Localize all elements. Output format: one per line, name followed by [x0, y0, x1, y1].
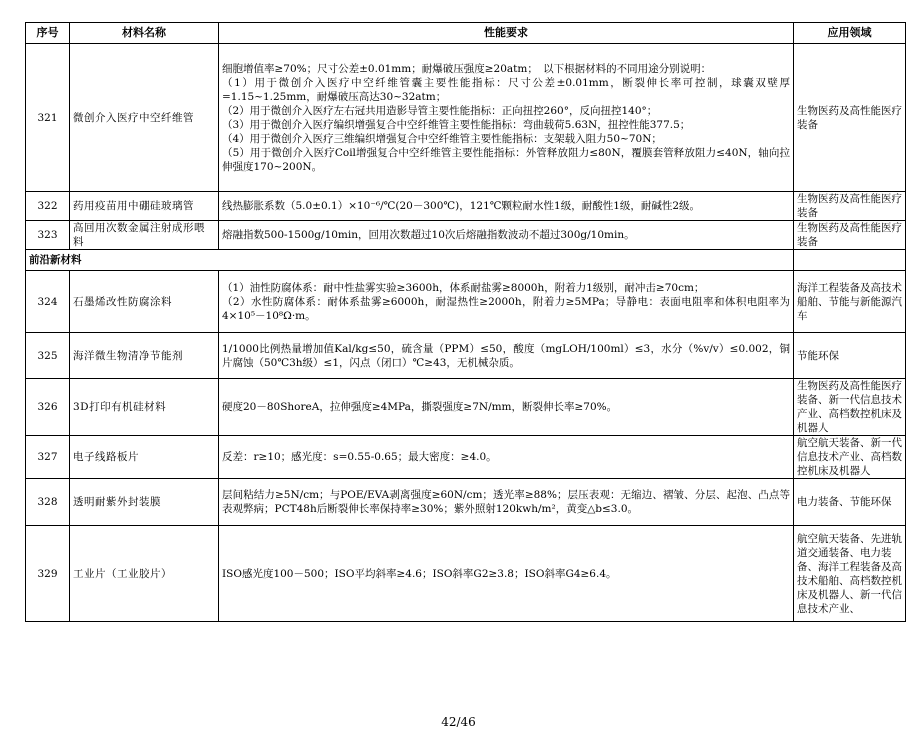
- row-num: 325: [26, 333, 70, 379]
- table-row: [26, 436, 906, 479]
- table-row: [26, 526, 906, 622]
- section-empty-cell: [794, 250, 906, 271]
- table-row: [26, 221, 906, 250]
- table-row: [26, 479, 906, 526]
- header-name: 材料名称: [70, 23, 219, 44]
- section-label: 前沿新材料: [26, 250, 794, 271]
- page-number: 42/46: [441, 715, 476, 729]
- header-requirements: 性能要求: [219, 23, 794, 44]
- materials-table: [25, 22, 906, 622]
- req-line: 1/1000比例热量增加值Kal/kg≤50，硫含量（PPM）≤50，酸度（mgLOH/100ml）≤3，水分（%v/v）≤0.002，铜片腐蚀（50℃3h级）≤1，闪点（闭口）℃≥43，无机械杂质。: [222, 342, 790, 369]
- header-num: 序号: [26, 23, 70, 44]
- row-field: 航空航天装备、先进轨道交通装备、电力装备、海洋工程装备及高技术船舶、高档数控机床及机器人、新一代信息技术产业、: [794, 526, 906, 622]
- req-line: ISO感光度100－500；ISO平均斜率≥4.6；ISO斜率G2≥3.8；ISO斜率G4≥6.4。: [222, 567, 617, 580]
- table-row: [26, 44, 906, 192]
- row-name: 微创介入医疗中空纤维管: [70, 44, 219, 192]
- row-name: 工业片（工业胶片）: [70, 526, 219, 622]
- row-requirements: [219, 479, 794, 526]
- row-num: 327: [26, 436, 70, 479]
- row-field: 电力装备、节能环保: [794, 479, 906, 526]
- row-name: 透明耐紫外封装膜: [70, 479, 219, 526]
- table-row: [26, 271, 906, 333]
- header-field: 应用领域: [794, 23, 906, 44]
- row-field: 海洋工程装备及高技术船舶、节能与新能源汽车: [794, 271, 906, 333]
- row-num: 323: [26, 221, 70, 250]
- row-requirements: [219, 192, 794, 221]
- row-requirements: [219, 271, 794, 333]
- row-name: 电子线路板片: [70, 436, 219, 479]
- table-header-row: [26, 23, 906, 44]
- req-line: （2）水性防腐体系：耐体系盐雾≥6000h，耐湿热性≥2000h，附着力≥5MPa；导静电：表面电阻率和体积电阻率为4×10⁵－10⁸Ω·m。: [222, 295, 790, 322]
- row-name: 药用疫苗用中硼硅玻璃管: [70, 192, 219, 221]
- row-field: 生物医药及高性能医疗装备、新一代信息技术产业、高档数控机床及机器人: [794, 379, 906, 436]
- row-requirements: [219, 526, 794, 622]
- req-line: （2）用于微创介入医疗左右冠共用造影导管主要性能指标：正向扭控260°，反向扭控140°；: [222, 104, 658, 117]
- table-row: [26, 379, 906, 436]
- row-field: 航空航天装备、新一代信息技术产业、高档数控机床及机器人: [794, 436, 906, 479]
- req-line: （3）用于微创介入医疗编织增强复合中空纤维管主要性能指标：弯曲载荷5.63N，扭控性能377.5；: [222, 118, 691, 131]
- row-field: 生物医药及高性能医疗装备: [794, 192, 906, 221]
- row-num: 321: [26, 44, 70, 192]
- row-num: 324: [26, 271, 70, 333]
- row-num: 328: [26, 479, 70, 526]
- req-line: （1）油性防腐体系：耐中性盐雾实验≥3600h，体系耐盐雾≥8000h，附着力1级别，耐冲击≥70cm；: [222, 281, 705, 294]
- row-name: 高回用次数金属注射成形喂料: [70, 221, 219, 250]
- row-field: 节能环保: [794, 333, 906, 379]
- row-name: 石墨烯改性防腐涂料: [70, 271, 219, 333]
- row-requirements: [219, 333, 794, 379]
- req-line: 硬度20－80ShoreA，拉伸强度≥4MPa，撕裂强度≥7N/mm，断裂伸长率≥70%。: [222, 401, 618, 413]
- row-num: 326: [26, 379, 70, 436]
- req-line: 线热膨胀系数（5.0±0.1）×10⁻⁶/℃(20－300℃)，121℃颗粒耐水性1级，耐酸性1级，耐碱性2级。: [222, 200, 701, 212]
- req-line: （4）用于微创介入医疗三维编织增强复合中空纤维管主要性能指标：支架载入阻力50~70N；: [222, 132, 662, 145]
- req-line: （1）用于微创介入医疗中空纤维管囊主要性能指标：尺寸公差±0.01mm，断裂伸长率可控制，球囊双壁厚=1.15~1.25mm，耐爆破压高达30~32atm；: [222, 76, 790, 103]
- row-field: 生物医药及高性能医疗装备: [794, 44, 906, 192]
- req-line: 细胞增值率≥70%；尺寸公差±0.01mm；耐爆破压强度≥20atm； 以下根据材料的不同用途分别说明：: [222, 62, 712, 75]
- row-num: 329: [26, 526, 70, 622]
- row-requirements: [219, 44, 794, 192]
- row-name: 海洋微生物清净节能剂: [70, 333, 219, 379]
- table-row: [26, 333, 906, 379]
- table-row: [26, 192, 906, 221]
- req-line: 层间粘结力≥5N/cm；与POE/EVA剥离强度≥60N/cm；透光率≥88%；层压表观：无缩边、褶皱、分层、起泡、凸点等表观弊病；PCT48h后断裂伸长率保持率≥30%；紫外照射120kwh/m²，黄变△b≤3.0。: [222, 489, 790, 515]
- req-line: （5）用于微创介入医疗Coil增强复合中空纤维管主要性能指标：外管释放阻力≤80N，覆膜套管释放阻力≤40N，轴向拉伸强度170~200N。: [222, 146, 790, 173]
- row-field: 生物医药及高性能医疗装备: [794, 221, 906, 250]
- row-name: 3D打印有机硅材料: [70, 379, 219, 436]
- row-num: 322: [26, 192, 70, 221]
- section-row: [26, 250, 906, 271]
- row-requirements: [219, 379, 794, 436]
- row-requirements: [219, 221, 794, 250]
- req-line: 反差：r≥10；感光度：s=0.55-0.65；最大密度：≥4.0。: [222, 451, 497, 463]
- req-line: 熔融指数500-1500g/10min，回用次数超过10次后熔融指数波动不超过300g/10min。: [222, 229, 635, 241]
- row-requirements: [219, 436, 794, 479]
